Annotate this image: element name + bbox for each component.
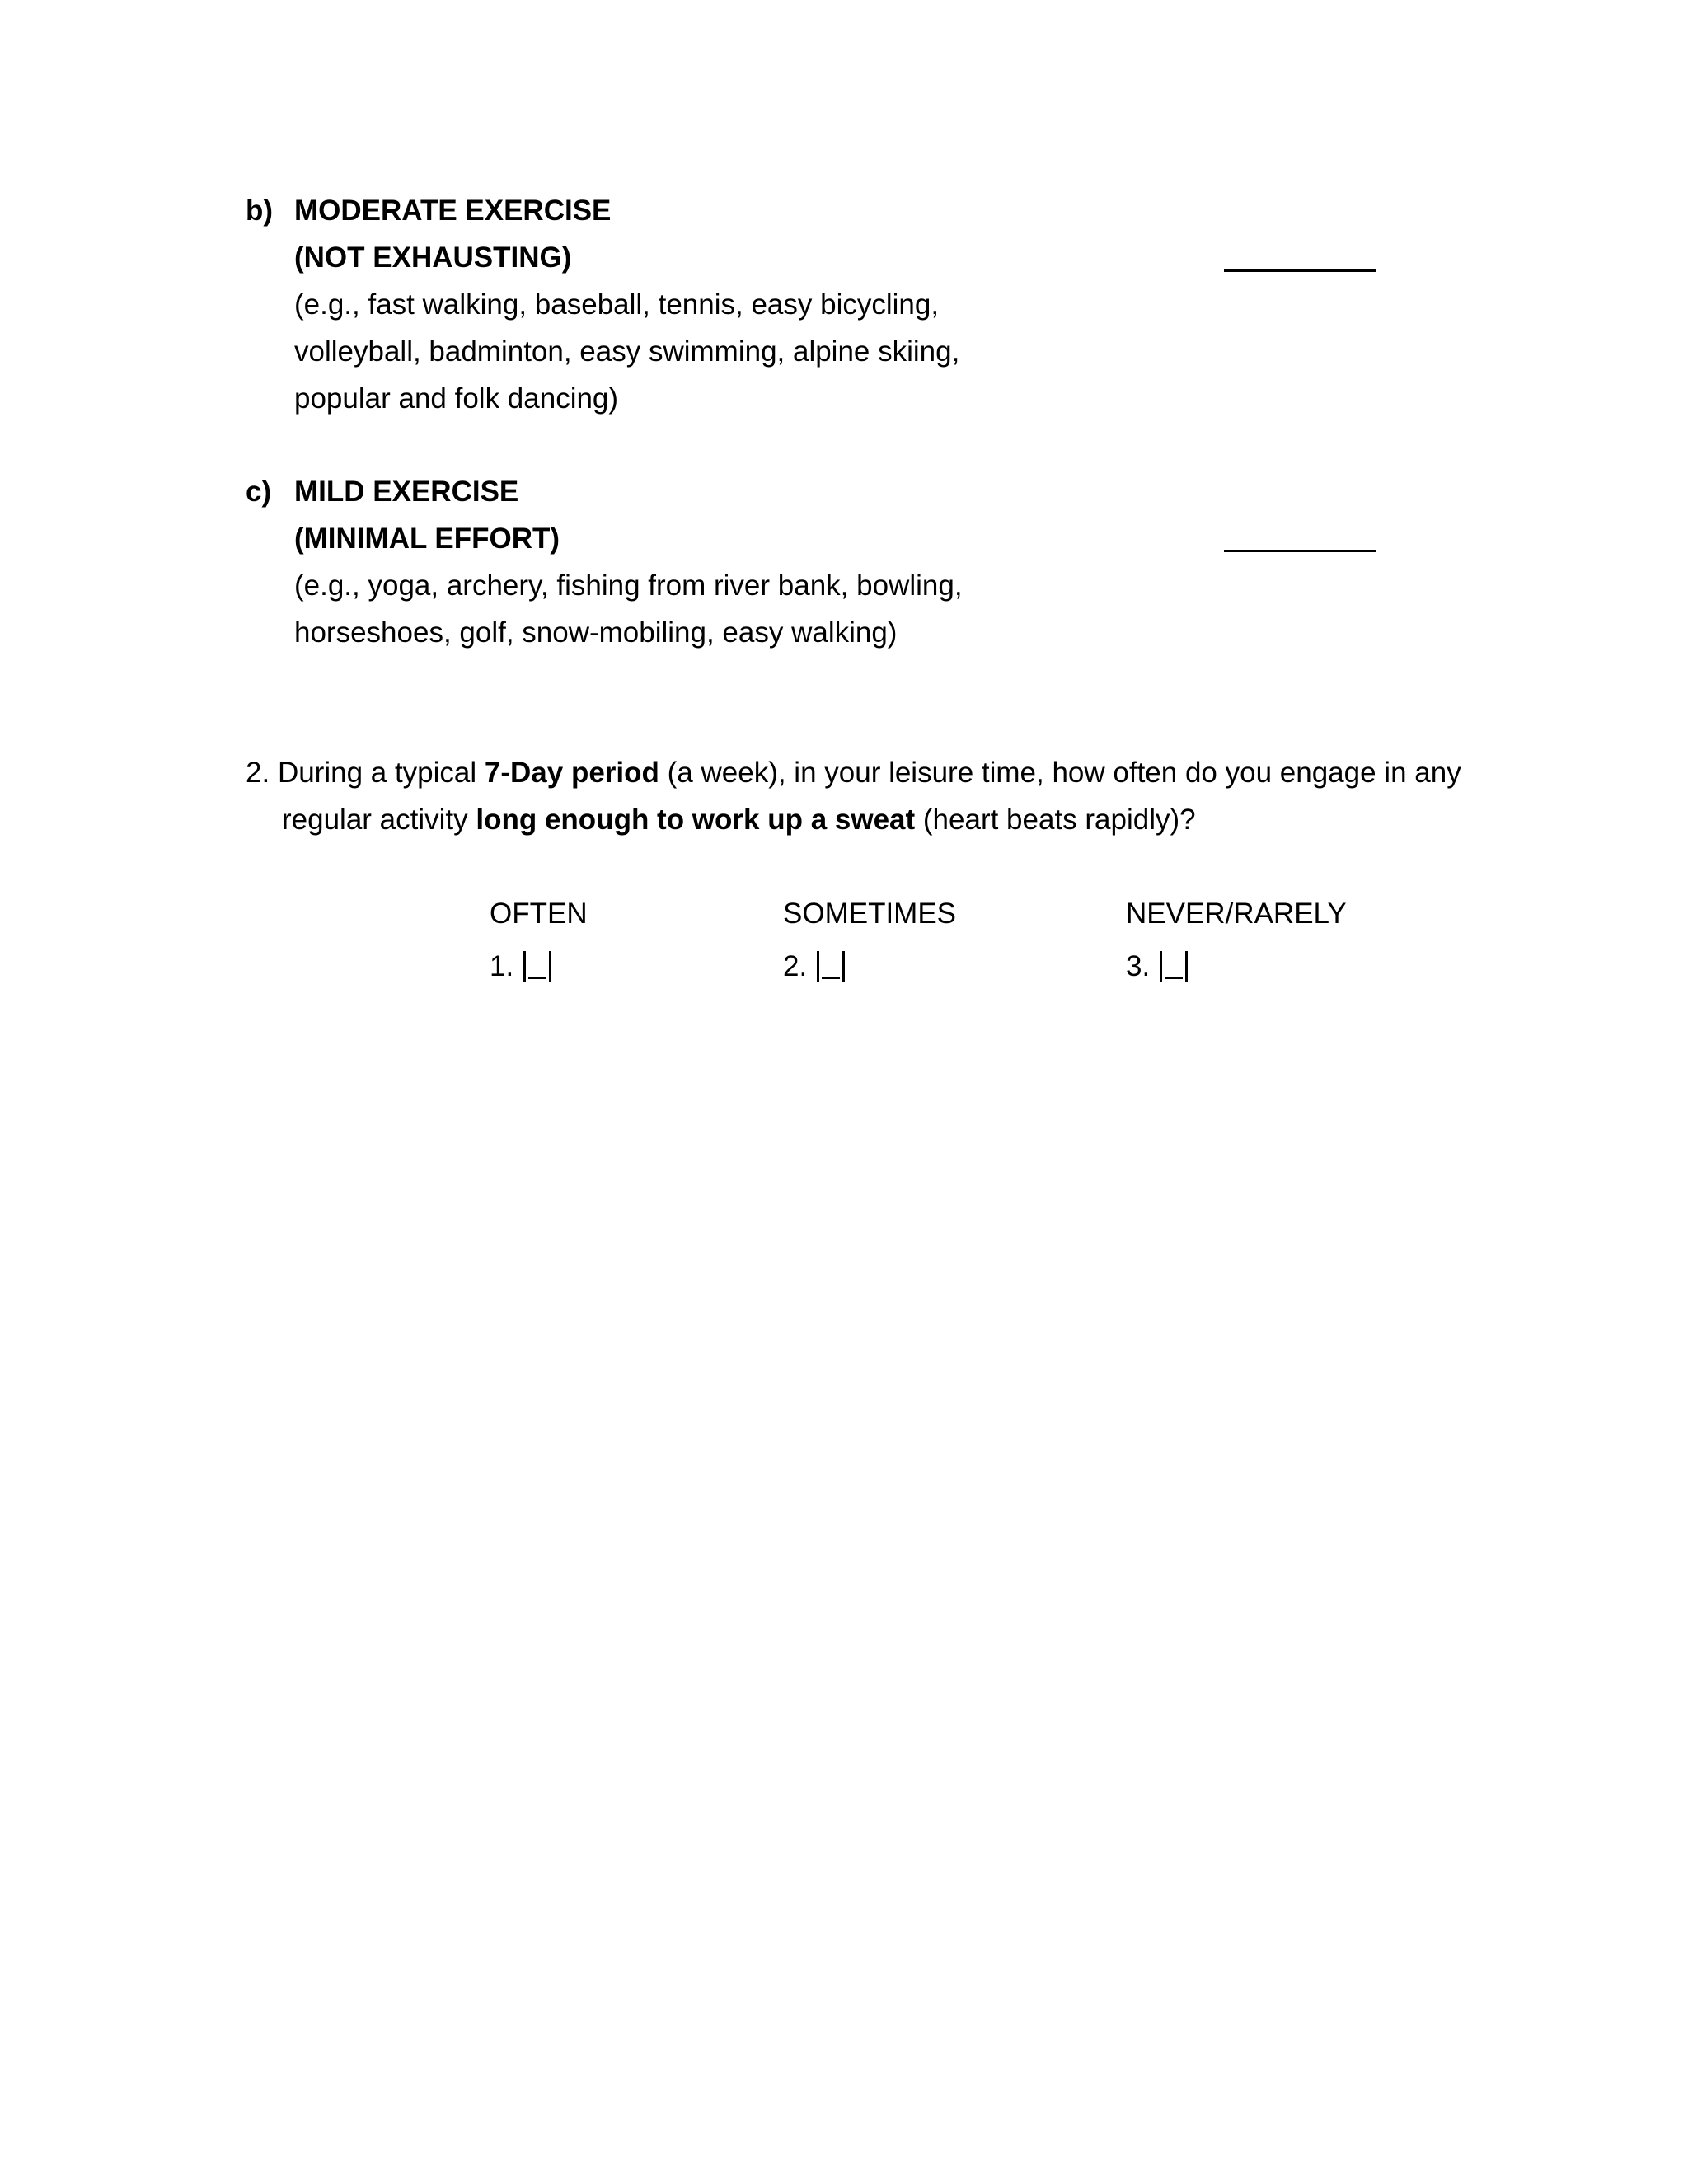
option-sometimes-code: 2. xyxy=(783,950,808,982)
option-often-checkbox[interactable] xyxy=(523,951,551,982)
section-b-answer-line[interactable] xyxy=(1224,269,1376,272)
section-b-examples-line2: volleyball, badminton, easy swimming, alpine skiing, xyxy=(294,335,960,368)
section-c-title: MILD EXERCISE xyxy=(294,476,519,508)
section-c-answer-line[interactable] xyxy=(1224,550,1376,552)
option-often xyxy=(490,950,551,983)
question-2-text-a: During a typical xyxy=(277,757,477,789)
question-2-text-b: (a week), in your leisure time, how often do you engage in any xyxy=(667,757,1461,789)
question-2-number: 2. xyxy=(246,757,270,789)
section-c-examples-line2: horseshoes, golf, snow-mobiling, easy walking) xyxy=(294,616,898,649)
section-b-examples-line3: popular and folk dancing) xyxy=(294,382,619,415)
section-b-subtitle: (NOT EXHAUSTING) xyxy=(294,241,572,274)
option-sometimes-heading: SOMETIMES xyxy=(783,898,957,930)
section-b-title: MODERATE EXERCISE xyxy=(294,194,612,227)
question-2-emphasis-a: 7-Day period xyxy=(484,757,659,789)
section-b-examples-line1: (e.g., fast walking, baseball, tennis, easy bicycling, xyxy=(294,288,940,321)
option-often-heading: OFTEN xyxy=(490,898,588,930)
section-b-label: b) xyxy=(246,194,274,227)
option-never-rarely xyxy=(1126,950,1188,983)
question-2-emphasis-b: long enough to work up a sweat xyxy=(476,804,916,836)
option-sometimes-checkbox[interactable] xyxy=(817,951,845,982)
option-sometimes xyxy=(783,950,845,983)
option-never-rarely-heading: NEVER/RARELY xyxy=(1126,898,1347,930)
question-2-line1 xyxy=(246,757,1461,790)
option-never-rarely-code: 3. xyxy=(1126,950,1151,982)
section-c-subtitle: (MINIMAL EFFORT) xyxy=(294,523,560,555)
option-never-rarely-checkbox[interactable] xyxy=(1160,951,1188,982)
section-c-examples-line1: (e.g., yoga, archery, fishing from river bank, bowling, xyxy=(294,569,963,602)
option-often-code: 1. xyxy=(490,950,514,982)
section-c-label: c) xyxy=(246,476,272,508)
question-2-line2 xyxy=(282,804,1196,837)
question-2-text-d: (heart beats rapidly)? xyxy=(922,804,1196,836)
question-2-text-c: regular activity xyxy=(282,804,468,836)
